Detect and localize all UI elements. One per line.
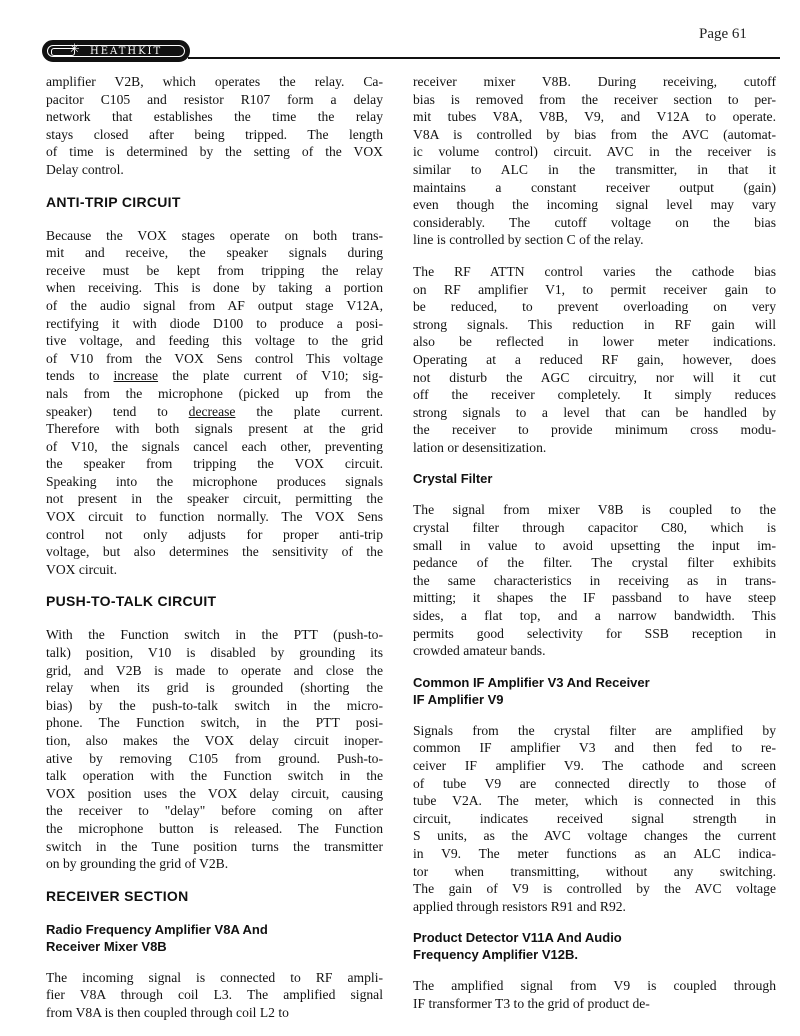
text-line: common IF amplifier V3 and then fed to re-	[413, 740, 776, 756]
header-rule	[188, 57, 780, 59]
text-line: talk operation with the Function switch in the	[46, 768, 383, 784]
text-line: mit tubes V8A, V8B, V9, and V12A to operate.	[413, 109, 776, 125]
heading-line: Frequency Amplifier V12B.	[413, 947, 578, 963]
text-line: The incoming signal is connected to RF ampli-	[46, 969, 383, 985]
text-line: The RF ATTN control varies the cathode bias	[413, 263, 776, 279]
text-line: considerably. The cutoff voltage on the bias	[413, 214, 776, 230]
subsection-heading	[46, 921, 383, 955]
text-line: tion, also makes the VOX delay circuit inoper-	[46, 733, 383, 748]
text-line: on RF amplifier V1, to permit receiver gain to	[413, 281, 776, 297]
text-line: be reduced, to prevent overloading on very	[413, 299, 776, 315]
text-line: off the receiver completely. It simply reduces	[413, 387, 776, 403]
text-line: of time is determined by the setting of the VOX	[46, 144, 383, 160]
text-line: permits good selectivity for SSB reception in	[413, 625, 776, 641]
text-line: Therefore with both signals present at the grid	[46, 421, 383, 437]
text-line: Speaking into the microphone produces signals	[46, 473, 383, 489]
text-line: VOX position uses the VOX delay circuit, causing	[46, 785, 383, 801]
text-line: also be reflected in lower meter indications.	[413, 334, 776, 350]
section-heading: ANTI-TRIP CIRCUIT	[46, 193, 181, 210]
text-line: grid, and V2B is made to operate and close the	[46, 662, 383, 678]
logo-text: HEATHKIT	[90, 46, 163, 57]
text-line: similar to ALC in the transmitter, in that it	[413, 161, 776, 177]
text-line: With the Function switch in the PTT (push-to-	[46, 627, 383, 643]
section-heading: PUSH-TO-TALK CIRCUIT	[46, 593, 217, 610]
text-line: mit and receive, the speaker signals during	[46, 245, 383, 261]
text-line: in V9. The meter functions as an ALC indica-	[413, 845, 776, 861]
text-line: the same characteristics in receiving as in trans-	[413, 572, 776, 588]
text-line: tor when transmitting, without any switching.	[413, 863, 776, 879]
text-line: small in value to avoid upsetting the input im-	[413, 537, 776, 553]
text-line: not present in the speaker circuit, permitting the	[46, 491, 383, 507]
text-line: fier V8A through coil L3. The amplified signal	[46, 987, 383, 1003]
text-line: circuit, indicates received signal strength in	[413, 810, 776, 826]
text-line: The signal from mixer V8B is coupled to the	[413, 502, 776, 518]
text-line: strong signals. This reduction in RF gain will	[413, 316, 776, 332]
text-line: talk) position, V10 is disabled by grounding its	[46, 645, 383, 661]
text-line: crowded amateur bands.	[413, 643, 546, 659]
text-line: The amplified signal from V9 is coupled through	[413, 978, 776, 994]
starburst-icon: ✳	[69, 42, 80, 57]
text-line: pacitor C105 and resistor R107 form a delay	[46, 91, 383, 107]
text-line: tends to increase the plate current of V10; sig-	[46, 368, 383, 384]
text-line: IF transformer T3 to the grid of product de-	[413, 995, 650, 1011]
text-line: not disturb the AGC circuitry, nor will it cut	[413, 369, 776, 385]
text-line: line is controlled by section C of the relay.	[413, 232, 644, 248]
text-line: applied through resistors R91 and R92.	[413, 898, 626, 914]
text-line: crystal filter through capacitor C80, which is	[413, 520, 776, 536]
text-line: sides, a flat top, and a narrow bandwidth. This	[413, 608, 776, 624]
text-line: the speaker from tripping the VOX circuit.	[46, 456, 383, 472]
left-column	[46, 73, 383, 1036]
text-line: ic volume control) circuit. AVC in the receiver is	[413, 144, 776, 160]
text-line: from V8A is then coupled through coil L2 to	[46, 1004, 289, 1020]
subsection-heading	[413, 929, 776, 963]
text-line: Delay control.	[46, 161, 124, 177]
section-heading: RECEIVER SECTION	[46, 887, 189, 904]
text-line: receive must be kept from tripping the relay	[46, 262, 383, 278]
paragraph	[46, 227, 383, 579]
paragraph	[46, 73, 383, 179]
paragraph	[413, 73, 776, 249]
heading-line: IF Amplifier V9	[413, 691, 504, 707]
text-line: of tube V9 are connected directly to those of	[413, 775, 776, 791]
text-line: mitting; it shapes the IF passband to have steep	[413, 590, 776, 606]
text-line: control not only adjusts for proper anti-trip	[46, 526, 383, 542]
text-line: S units, as the AVC voltage changes the current	[413, 828, 776, 844]
text-line: V8A is controlled by bias from the AVC (automat-	[413, 126, 776, 142]
text-line: nals from the microphone (picked up from the	[46, 385, 383, 401]
text-line: tive voltage, and feeding this voltage to the grid	[46, 333, 383, 349]
text-line: Operating at a reduced RF gain, however, does	[413, 351, 776, 367]
paragraph	[413, 722, 776, 916]
text-line: ceiver IF amplifier V9. The cathode and screen	[413, 758, 776, 773]
heading-line: Radio Frequency Amplifier V8A And	[46, 921, 268, 937]
heading-line: Product Detector V11A And Audio	[413, 930, 622, 946]
subsection-heading	[413, 674, 776, 708]
text-line: stays closed after being tripped. The length	[46, 126, 383, 142]
text-line: voltage, but also determines the sensitivity of the	[46, 544, 383, 560]
text-line: Because the VOX stages operate on both trans-	[46, 227, 383, 243]
heading-line: Crystal Filter	[413, 471, 493, 487]
text-line: Signals from the crystal filter are amplified by	[413, 722, 776, 738]
text-line: The gain of V9 is controlled by the AVC voltage	[413, 881, 776, 897]
text-line: lation or desensitization.	[413, 439, 547, 455]
text-line: maintains a constant receiver output (gain)	[413, 179, 776, 195]
text-line: strong signals to a level that can be handled by	[413, 404, 776, 420]
page-number: Page 61	[699, 26, 747, 42]
heading-line: Receiver Mixer V8B	[46, 938, 167, 954]
text-line: when receiving. This is done by taking a portion	[46, 280, 383, 296]
text-line: phone. The Function switch, in the PTT posi-	[46, 715, 383, 731]
text-line: relay when its grid is grounded (shorting the	[46, 680, 383, 696]
text-line: pedance of the filter. The crystal filter exhibits	[413, 555, 776, 571]
text-line: ative by removing C105 from ground. Push-to-	[46, 750, 383, 766]
text-line: receiver mixer V8B. During receiving, cutoff	[413, 74, 776, 89]
text-line: bias is removed from the receiver section to per-	[413, 91, 776, 107]
text-line: tube V2A. The meter, which is connected in this	[413, 793, 776, 809]
text-line: amplifier V2B, which operates the relay. Ca-	[46, 74, 383, 89]
heathkit-logo	[42, 40, 190, 62]
paragraph	[413, 977, 776, 1012]
text-line: the receiver to provide minimum cross modu-	[413, 422, 776, 438]
paragraph	[413, 263, 776, 457]
paragraph	[46, 969, 383, 1022]
paragraph	[46, 626, 383, 872]
heading-line: Common IF Amplifier V3 And Receiver	[413, 674, 650, 690]
text-line: even though the incoming signal level may vary	[413, 197, 776, 213]
text-line: bias) by the push-to-talk switch in the micro-	[46, 697, 383, 713]
text-line: the receiver to "delay" before coming on after	[46, 803, 383, 819]
text-line: speaker) tend to decrease the plate current.	[46, 403, 383, 419]
emphasis: decrease	[188, 403, 236, 419]
text-line: VOX circuit.	[46, 561, 117, 577]
text-line: of V10, the signals cancel each other, preventing	[46, 438, 383, 454]
text-line: of the audio signal from AF output stage V12A,	[46, 297, 383, 313]
text-line: on by grounding the grid of V2B.	[46, 856, 229, 872]
right-column	[413, 73, 776, 1027]
text-line: the microphone button is released. The Function	[46, 820, 383, 836]
subsection-heading	[413, 470, 776, 487]
text-line: rectifying it with diode D100 to produce a posi-	[46, 315, 383, 331]
text-line: network that establishes the time the relay	[46, 109, 383, 125]
text-line: switch in the Tune position turns the transmitter	[46, 838, 383, 854]
text-line: of V10 from the VOX Sens control This voltage	[46, 350, 383, 366]
text-line: VOX circuit to function normally. The VOX Sens	[46, 509, 383, 525]
emphasis: increase	[113, 368, 159, 384]
paragraph	[413, 501, 776, 659]
